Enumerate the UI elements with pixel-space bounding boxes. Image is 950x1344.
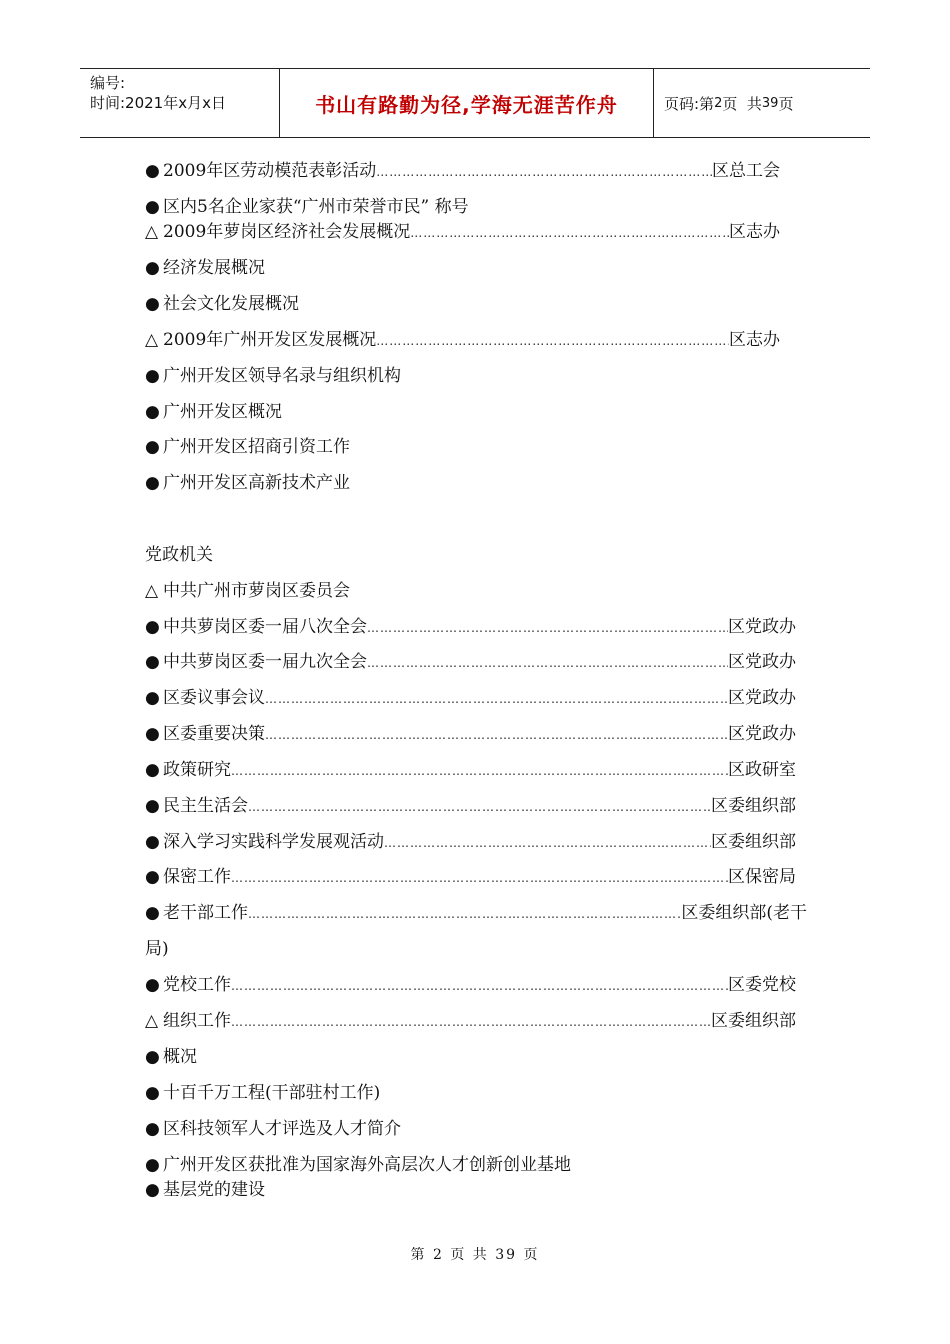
dot-leader: [367, 649, 728, 675]
toc-entry: [145, 399, 282, 425]
toc-entry: [145, 1177, 265, 1203]
toc-entry-title: 广州开发区高新技术产业: [163, 473, 350, 493]
triangle-icon: △: [145, 330, 159, 350]
header-meta: [80, 69, 280, 137]
toc-entry-dept: 区委组织部: [711, 1011, 796, 1031]
toc-entry-title: 民主生活会: [163, 796, 248, 816]
toc-entry-title: 广州开发区领导名录与组织机构: [163, 366, 401, 386]
toc-entry: [145, 255, 265, 281]
toc-entry-title: 经济发展概况: [163, 258, 265, 278]
toc-entry: [145, 194, 469, 220]
toc-entry-dept: 区保密局: [728, 867, 796, 887]
bullet-dot-icon: ●: [145, 473, 160, 493]
dot-leader: [376, 327, 729, 353]
toc-entry-title: 广州开发区招商引资工作: [163, 437, 350, 457]
toc-entry-title: 中共萝岗区委一届九次全会: [163, 652, 367, 672]
toc-entry-title: 局): [145, 939, 169, 959]
toc-entry: [145, 1080, 380, 1106]
page-header: [80, 68, 870, 138]
bullet-dot-icon: ●: [145, 903, 160, 923]
toc-entry-title: 2009年广州开发区发展概况: [163, 330, 377, 350]
toc-entry: [145, 219, 780, 245]
triangle-icon: △: [145, 1011, 159, 1031]
bullet-dot-icon: ●: [145, 437, 160, 457]
bullet-dot-icon: ●: [145, 1083, 160, 1103]
triangle-icon: △: [145, 222, 159, 242]
page-suffix: 页: [778, 94, 794, 113]
dot-leader: [248, 900, 681, 926]
dot-leader: [231, 757, 728, 783]
bullet-dot-icon: ●: [145, 975, 160, 995]
toc-entry-title: 广州开发区获批准为国家海外高层次人才创新创业基地: [163, 1155, 571, 1175]
toc-entry-dept: 区党政办: [728, 724, 796, 744]
toc-entry-title: 保密工作: [163, 867, 231, 887]
toc-entry-dept: 区委党校: [728, 975, 796, 995]
page-current: 2: [714, 95, 723, 111]
toc-entry-title: 区科技领军人才评选及人才简介: [163, 1119, 401, 1139]
dot-leader: [410, 219, 729, 245]
bullet-dot-icon: ●: [145, 258, 160, 278]
toc-entry-title: 2009年区劳动模范表彰活动: [163, 161, 377, 181]
toc-entry-dept: 区志办: [729, 330, 780, 350]
toc-entry: [145, 900, 807, 926]
page-footer: [0, 1244, 950, 1264]
dot-leader: [265, 721, 728, 747]
header-motto: 书山有路勤为径,学海无涯苦作舟: [315, 92, 618, 117]
toc-entry: [145, 470, 350, 496]
toc-entry-dept: 区委组织部(老干: [681, 903, 807, 923]
toc-entry-title: 2009年萝岗区经济社会发展概况: [163, 222, 411, 242]
toc-entry: [145, 291, 299, 317]
bullet-dot-icon: ●: [145, 617, 160, 637]
toc-entry: [145, 1044, 197, 1070]
bullet-dot-icon: ●: [145, 832, 160, 852]
toc-entry: [145, 1152, 571, 1178]
toc-entry-dept: 区党政办: [728, 617, 796, 637]
triangle-icon: △: [145, 581, 159, 601]
dot-leader: [248, 793, 711, 819]
toc-entry-dept: 区委组织部: [711, 796, 796, 816]
bullet-dot-icon: ●: [145, 402, 160, 422]
toc-entry: [145, 685, 796, 711]
toc-entry-title: 十百千万工程(干部驻村工作): [163, 1083, 381, 1103]
dot-leader: [231, 1008, 711, 1034]
bullet-dot-icon: ●: [145, 867, 160, 887]
footer-prefix: 第: [410, 1247, 427, 1263]
section-heading: [145, 542, 213, 568]
bullet-dot-icon: ●: [145, 294, 160, 314]
toc-entry-title: 党校工作: [163, 975, 231, 995]
bullet-dot-icon: ●: [145, 1119, 160, 1139]
bullet-dot-icon: ●: [145, 724, 160, 744]
dot-leader: [265, 685, 728, 711]
toc-entry-title: 区委重要决策: [163, 724, 265, 744]
toc-entry: [145, 363, 401, 389]
toc-entry-dept: 区总工会: [712, 161, 780, 181]
bullet-dot-icon: ●: [145, 760, 160, 780]
toc-entry-title: 深入学习实践科学发展观活动: [163, 832, 384, 852]
toc-entry-title: 中共广州市萝岗区委员会: [163, 581, 350, 601]
toc-entry: [145, 829, 796, 855]
toc-entry-title: 老干部工作: [163, 903, 248, 923]
bullet-dot-icon: ●: [145, 688, 160, 708]
toc-entry-title: 政策研究: [163, 760, 231, 780]
toc-entry-title: 中共萝岗区委一届八次全会: [163, 617, 367, 637]
bullet-dot-icon: ●: [145, 652, 160, 672]
page-mid: 页 共: [722, 94, 762, 113]
toc-entry-title: 组织工作: [163, 1011, 231, 1031]
footer-current: 2: [432, 1247, 444, 1263]
toc-entry: [145, 793, 796, 819]
footer-total: 39: [495, 1247, 518, 1263]
bullet-dot-icon: ●: [145, 366, 160, 386]
dot-leader: [231, 972, 728, 998]
toc-entry: [145, 1116, 401, 1142]
bullet-dot-icon: ●: [145, 161, 160, 181]
toc-entry: [145, 578, 350, 604]
header-page-info: [654, 69, 870, 137]
toc-entry-title: 概况: [163, 1047, 197, 1067]
toc-entry-dept: 区党政办: [728, 688, 796, 708]
toc-entry-dept: 区志办: [729, 222, 780, 242]
footer-suffix: 页: [523, 1247, 540, 1263]
dot-leader: [367, 614, 728, 640]
toc-entry: [145, 158, 780, 184]
bullet-dot-icon: ●: [145, 796, 160, 816]
bullet-dot-icon: ●: [145, 1047, 160, 1067]
dot-leader: [384, 829, 711, 855]
dot-leader: [231, 864, 728, 890]
toc-entry: [145, 721, 796, 747]
toc-entry: [145, 649, 796, 675]
bullet-dot-icon: ●: [145, 197, 160, 217]
section-heading-text: 党政机关: [145, 545, 213, 565]
serial-label: 编号:: [90, 74, 126, 92]
toc-entry-dept: 区党政办: [728, 652, 796, 672]
toc-entry-title: 社会文化发展概况: [163, 294, 299, 314]
toc-entry: [145, 614, 796, 640]
toc-entry: [145, 972, 796, 998]
toc-entry-title: 区内5名企业家获“广州市荣誉市民” 称号: [163, 197, 469, 217]
toc-entry-title: 广州开发区概况: [163, 402, 282, 422]
bullet-dot-icon: ●: [145, 1180, 160, 1200]
toc-entry-title: 区委议事会议: [163, 688, 265, 708]
header-motto-cell: [280, 69, 654, 137]
toc-entry: [145, 757, 796, 783]
toc-entry-dept: 区委组织部: [711, 832, 796, 852]
date-label: 时间:2021年x月x日: [90, 94, 226, 112]
footer-mid: 页 共: [450, 1247, 489, 1263]
bullet-dot-icon: ●: [145, 1155, 160, 1175]
dot-leader: [376, 158, 712, 184]
toc-entry-dept: 区政研室: [728, 760, 796, 780]
toc-entry: [145, 1008, 796, 1034]
page-total: 39: [761, 95, 779, 111]
toc-entry: [145, 434, 350, 460]
toc-entry-title: 基层党的建设: [163, 1180, 265, 1200]
toc-entry: [145, 327, 780, 353]
page-prefix: 页码:第: [664, 94, 715, 113]
toc-entry-continuation: [145, 936, 169, 962]
toc-entry: [145, 864, 796, 890]
